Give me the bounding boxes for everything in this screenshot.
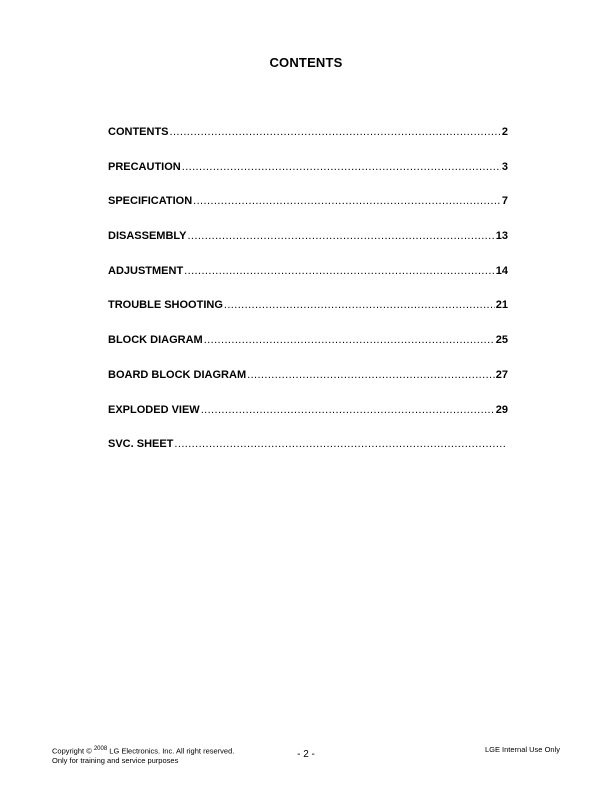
toc-leader [170, 126, 501, 138]
table-of-contents [108, 126, 508, 473]
footer-training-note: Only for training and service purposes [52, 755, 179, 765]
toc-label: SPECIFICATION [108, 195, 193, 208]
toc-label: EXPLODED VIEW [108, 403, 200, 416]
toc-leader [201, 404, 495, 416]
toc-page: 2 [501, 126, 508, 138]
toc-label: ADJUSTMENT [108, 264, 184, 277]
toc-leader [184, 265, 495, 277]
toc-leader [224, 299, 495, 311]
toc-entry-specification [108, 195, 508, 230]
toc-label: DISASSEMBLY [108, 230, 187, 243]
toc-label: SVC. SHEET [108, 438, 174, 451]
toc-entry-trouble-shooting [108, 299, 508, 334]
toc-page: 29 [495, 403, 508, 416]
toc-label: PRECAUTION [108, 160, 181, 173]
toc-leader [182, 161, 501, 173]
toc-entry-contents [108, 126, 508, 161]
toc-leader [187, 230, 494, 242]
footer-internal-use: LGE Internal Use Only [484, 745, 560, 754]
toc-leader [204, 334, 495, 346]
page-title: CONTENTS [269, 55, 343, 70]
toc-page: 3 [501, 160, 508, 173]
toc-entry-exploded-view [108, 404, 508, 439]
toc-leader [193, 195, 501, 207]
toc-entry-precaution [108, 161, 508, 196]
toc-entry-block-diagram [108, 334, 508, 369]
copyright-suffix: LG Electronics. Inc. All right reserved. [109, 746, 235, 756]
toc-entry-board-block-diagram [108, 369, 508, 404]
toc-label: BOARD BLOCK DIAGRAM [108, 368, 247, 381]
toc-entry-svc-sheet [108, 438, 508, 473]
toc-page: 27 [495, 368, 508, 381]
copyright-year: 2008 [93, 746, 108, 752]
toc-page: 25 [495, 334, 508, 347]
toc-page: 14 [495, 264, 508, 277]
toc-page: 7 [501, 195, 508, 208]
toc-entry-disassembly [108, 230, 508, 265]
toc-label: TROUBLE SHOOTING [108, 299, 223, 312]
toc-leader [247, 369, 495, 381]
footer-page-number: - 2 - [297, 749, 315, 760]
toc-page: 21 [495, 299, 508, 312]
toc-label: BLOCK DIAGRAM [108, 334, 203, 347]
copyright-prefix: Copyright [52, 746, 85, 756]
toc-page: 13 [495, 230, 508, 243]
toc-label: CONTENTS [108, 126, 169, 138]
toc-entry-adjustment [108, 265, 508, 300]
copyright-symbol: © [86, 746, 92, 756]
toc-leader [174, 438, 507, 450]
